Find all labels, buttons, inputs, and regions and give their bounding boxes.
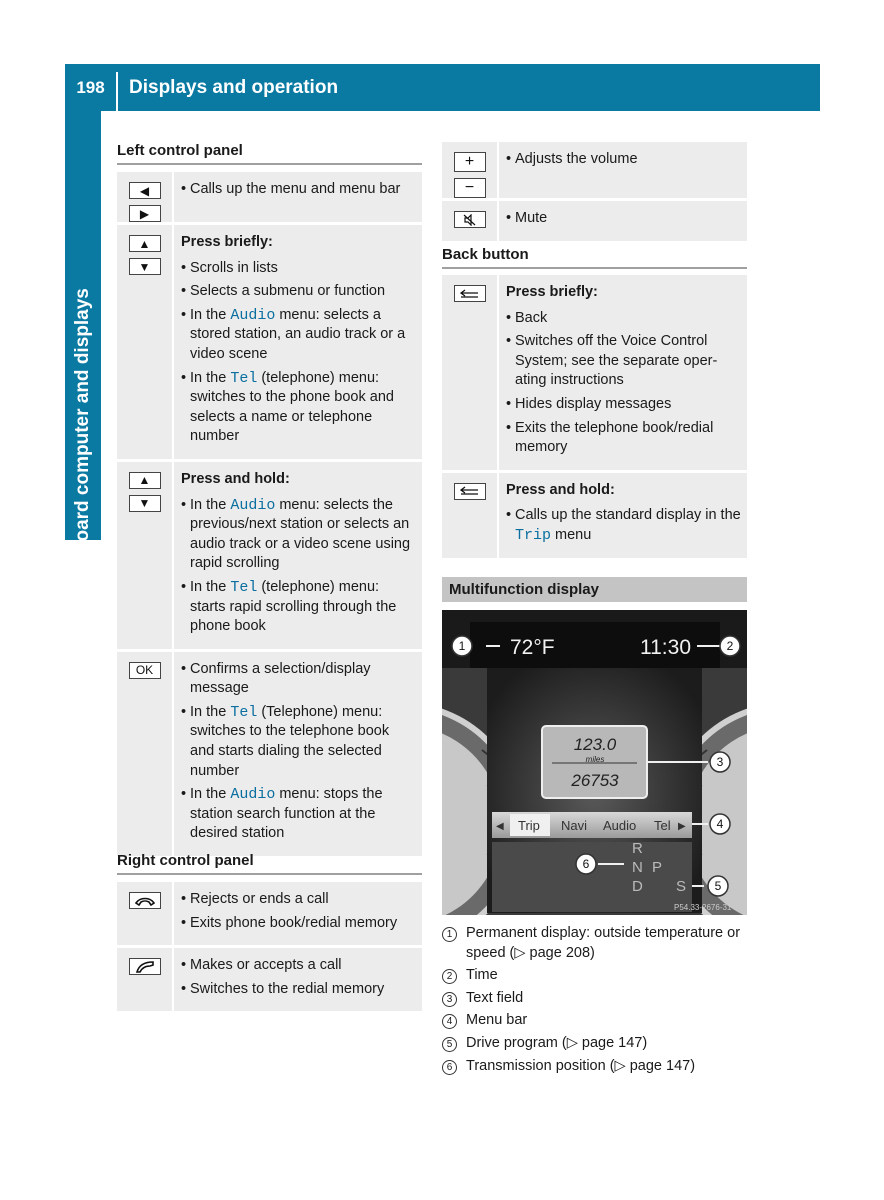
bullet-item bbox=[506, 150, 741, 170]
control-key-cell bbox=[117, 225, 174, 459]
legend-number-circle: 6 bbox=[442, 1060, 457, 1075]
legend-number-circle: 4 bbox=[442, 1014, 457, 1029]
text-run: Hides display messages bbox=[515, 395, 672, 412]
bullet-text bbox=[190, 956, 416, 976]
callout-3: 3 bbox=[716, 755, 724, 769]
gear-p: P bbox=[652, 859, 663, 876]
legend-item bbox=[442, 989, 752, 1009]
bullet-item bbox=[181, 369, 416, 447]
table-row bbox=[117, 882, 422, 948]
legend-number bbox=[442, 989, 466, 1009]
description-cell bbox=[174, 462, 422, 649]
gear-n: N bbox=[632, 859, 643, 876]
bullet-text bbox=[190, 914, 416, 934]
section-rule bbox=[442, 267, 747, 269]
bullet-text bbox=[190, 180, 416, 200]
legend-number bbox=[442, 1011, 466, 1031]
menu-right-arrow: ▶ bbox=[678, 821, 686, 832]
back-icon bbox=[454, 285, 486, 302]
bullet-item bbox=[181, 496, 416, 574]
legend-text: Transmission position (▷ page 147) bbox=[466, 1057, 696, 1074]
callout-6: 6 bbox=[582, 857, 590, 871]
bullet-text bbox=[515, 209, 741, 229]
text-run: In the bbox=[190, 306, 231, 323]
bullet-text bbox=[515, 332, 741, 391]
description-cell bbox=[174, 948, 422, 1011]
multifunction-display-heading-bar bbox=[442, 577, 747, 602]
bullet-text bbox=[515, 309, 741, 329]
bullet-dot: • bbox=[181, 980, 187, 997]
bullet-text bbox=[190, 369, 416, 447]
description-cell bbox=[499, 275, 747, 470]
text-run: Mute bbox=[515, 210, 548, 226]
bullet-item bbox=[181, 785, 416, 844]
legend-number-circle: 3 bbox=[442, 992, 457, 1007]
bullet-item bbox=[181, 980, 416, 1000]
bullet-dot: • bbox=[506, 333, 512, 350]
header-divider bbox=[116, 72, 118, 111]
bullet-item bbox=[506, 332, 741, 391]
page-number: 198 bbox=[76, 78, 105, 97]
bullet-item bbox=[506, 209, 741, 229]
figure-legend bbox=[442, 924, 752, 1079]
text-run: Calls up the standard display in the bbox=[515, 507, 741, 524]
description-cell bbox=[499, 473, 747, 558]
row-heading: Press and hold: bbox=[506, 481, 615, 498]
back-icon bbox=[454, 483, 486, 500]
bullet-dot: • bbox=[506, 151, 512, 167]
menu-name: Tel bbox=[230, 578, 258, 596]
gear-r: R bbox=[632, 840, 643, 857]
instrument-cluster-photo bbox=[442, 610, 747, 915]
bullet-text bbox=[515, 150, 741, 170]
text-run: menu: selects a stored station, an audio track or a video scene bbox=[190, 306, 406, 362]
text-run: menu: stops the station search function at the desired station bbox=[190, 786, 383, 842]
bullet-text bbox=[190, 282, 416, 302]
text-run: menu bbox=[551, 526, 592, 543]
text-run: Back bbox=[515, 309, 548, 326]
control-key-cell bbox=[117, 948, 174, 1011]
bullet-dot: • bbox=[181, 369, 187, 386]
volume-table bbox=[442, 142, 747, 244]
menu-name: Tel bbox=[230, 369, 258, 387]
table-row bbox=[117, 172, 422, 225]
bullet-text bbox=[190, 890, 416, 910]
control-key-cell bbox=[117, 882, 174, 945]
bullet-dot: • bbox=[506, 309, 512, 326]
menu-item-tel: Tel bbox=[654, 818, 671, 833]
table-row bbox=[442, 142, 747, 201]
text-run: Adjusts the volume bbox=[515, 151, 638, 167]
bullet-text bbox=[515, 395, 741, 415]
odometer-value: 26753 bbox=[571, 771, 619, 790]
table-row bbox=[117, 225, 422, 462]
text-run: (telephone) menu: starts rapid scrolling through the phone book bbox=[190, 578, 397, 635]
bullet-dot: • bbox=[181, 703, 187, 720]
bullet-dot: • bbox=[181, 914, 187, 931]
description-cell bbox=[174, 172, 422, 222]
text-run: In the bbox=[190, 578, 231, 595]
phone-icon bbox=[129, 958, 161, 975]
page-header bbox=[65, 64, 820, 111]
distance-unit: miles bbox=[585, 755, 605, 764]
legend-number bbox=[442, 924, 466, 963]
right-control-panel-heading: Right control panel bbox=[117, 852, 254, 869]
row-heading: Press and hold: bbox=[181, 470, 290, 487]
legend-text: Text field bbox=[466, 989, 524, 1006]
table-row bbox=[442, 473, 747, 561]
text-run: Rejects or ends a call bbox=[190, 891, 329, 907]
legend-number bbox=[442, 1034, 466, 1054]
text-run: menu: selects the previous/next station or selects an audio track or a video scene using rapid scrolling bbox=[190, 496, 411, 572]
description-cell bbox=[499, 142, 747, 198]
bullet-item bbox=[506, 309, 741, 329]
legend-item bbox=[442, 1057, 752, 1077]
left-control-table bbox=[117, 172, 422, 859]
bullet-dot: • bbox=[506, 395, 512, 412]
bullet-item bbox=[506, 506, 741, 545]
menu-name: Audio bbox=[230, 306, 276, 324]
mute-icon bbox=[454, 211, 486, 228]
bullet-dot: • bbox=[181, 306, 187, 323]
legend-text: Time bbox=[466, 967, 498, 984]
bullet-text bbox=[190, 496, 416, 574]
description-cell bbox=[174, 225, 422, 459]
section-rule bbox=[117, 163, 422, 165]
row-heading: Press briefly: bbox=[506, 284, 598, 300]
menu-item-audio: Audio bbox=[603, 818, 637, 833]
description-cell bbox=[174, 882, 422, 945]
callout-1: 1 bbox=[458, 639, 466, 653]
text-run: Selects a submenu or function bbox=[190, 283, 386, 300]
table-row bbox=[117, 462, 422, 652]
chapter-side-tab bbox=[65, 111, 101, 586]
legend-item bbox=[442, 966, 752, 986]
up-arrow-key-icon: ▲ bbox=[129, 235, 161, 252]
text-run: In the bbox=[190, 496, 231, 513]
callout-5: 5 bbox=[714, 879, 722, 893]
text-run: Exits phone book/redial memory bbox=[190, 914, 398, 931]
control-key-cell bbox=[442, 473, 499, 558]
multifunction-display-heading: Multifunction display bbox=[449, 581, 599, 598]
text-run: In the bbox=[190, 703, 231, 720]
text-run: (telephone) menu: switches to the phone book and selects a name or telephone number bbox=[190, 369, 394, 445]
control-key-cell bbox=[117, 462, 174, 649]
outside-temperature: 72°F bbox=[510, 636, 555, 659]
bullet-text bbox=[190, 785, 416, 844]
bullet-item bbox=[181, 578, 416, 637]
menu-left-arrow: ◀ bbox=[496, 821, 504, 832]
gear-d: D bbox=[632, 878, 643, 895]
text-run: In the bbox=[190, 786, 231, 803]
bullet-dot: • bbox=[506, 419, 512, 436]
bullet-text bbox=[515, 419, 741, 458]
control-key-cell bbox=[442, 275, 499, 470]
bullet-item bbox=[181, 660, 416, 699]
bullet-text bbox=[190, 980, 416, 1000]
bullet-dot: • bbox=[506, 507, 512, 524]
minus-key-icon: − bbox=[454, 178, 486, 198]
table-row bbox=[117, 948, 422, 1014]
legend-number-circle: 1 bbox=[442, 927, 457, 942]
legend-text: Permanent display: outside temperature or speed (▷ page 208) bbox=[466, 925, 741, 961]
up-arrow-key-icon: ▲ bbox=[129, 472, 161, 489]
cluster-illustration bbox=[442, 610, 747, 915]
callout-2: 2 bbox=[726, 639, 734, 653]
right-control-table bbox=[117, 882, 422, 1014]
text-run: Switches off the Voice Control System; see the separate operating instructions bbox=[515, 333, 718, 389]
control-key-cell bbox=[117, 172, 174, 222]
down-arrow-key-icon: ▼ bbox=[129, 258, 161, 275]
menu-item-navi: Navi bbox=[561, 818, 588, 833]
menu-name: Trip bbox=[515, 526, 552, 544]
bullet-text bbox=[190, 703, 416, 781]
text-run: Confirms a selection/display message bbox=[190, 660, 371, 697]
drive-program-s: S bbox=[676, 878, 687, 895]
clock-time: 11:30 bbox=[640, 636, 691, 659]
description-cell bbox=[174, 652, 422, 856]
text-run: Switches to the redial memory bbox=[190, 980, 385, 997]
legend-text: Drive program (▷ page 147) bbox=[466, 1034, 648, 1051]
chapter-title: On-board computer and displays bbox=[72, 288, 93, 586]
plus-key-icon: + bbox=[454, 152, 486, 172]
back-button-table bbox=[442, 275, 747, 561]
bullet-text bbox=[515, 506, 741, 545]
bullet-dot: • bbox=[181, 181, 187, 197]
bullet-item bbox=[181, 180, 416, 200]
bullet-item bbox=[506, 419, 741, 458]
control-key-cell bbox=[442, 201, 499, 241]
text-run: (Telephone) menu: switches to the telephone book and starts dialing the selected number bbox=[190, 703, 390, 779]
description-cell bbox=[499, 201, 747, 241]
table-row bbox=[442, 275, 747, 473]
row-heading: Press briefly: bbox=[181, 234, 273, 250]
text-run: Scrolls in lists bbox=[190, 259, 278, 276]
legend-item bbox=[442, 1034, 752, 1054]
left-arrow-key-icon: ◀ bbox=[129, 182, 161, 199]
bullet-item bbox=[181, 703, 416, 781]
bullet-dot: • bbox=[181, 283, 187, 300]
back-button-heading: Back button bbox=[442, 246, 529, 263]
table-row bbox=[117, 652, 422, 859]
bullet-text bbox=[190, 578, 416, 637]
trip-value: 123.0 bbox=[573, 735, 617, 754]
text-run: Makes or accepts a call bbox=[190, 957, 342, 974]
hangup-icon bbox=[129, 892, 161, 909]
legend-item bbox=[442, 924, 752, 963]
page-title: Displays and operation bbox=[129, 77, 339, 98]
legend-item bbox=[442, 1011, 752, 1031]
bullet-dot: • bbox=[181, 578, 187, 595]
control-key-cell bbox=[442, 142, 499, 198]
bullet-item bbox=[181, 890, 416, 910]
bullet-dot: • bbox=[181, 891, 187, 907]
figure-code: P54.33-2676-31 bbox=[674, 903, 732, 912]
bullet-item bbox=[181, 282, 416, 302]
ok-key-icon: OK bbox=[129, 662, 161, 679]
legend-number-circle: 5 bbox=[442, 1037, 457, 1052]
text-run: In the bbox=[190, 369, 231, 386]
down-arrow-key-icon: ▼ bbox=[129, 495, 161, 512]
right-arrow-key-icon: ▶ bbox=[129, 205, 161, 222]
left-control-panel-heading: Left control panel bbox=[117, 142, 243, 159]
table-row bbox=[442, 201, 747, 244]
legend-number bbox=[442, 1057, 466, 1077]
callout-4: 4 bbox=[716, 817, 724, 831]
bullet-text bbox=[190, 306, 416, 365]
section-rule bbox=[117, 873, 422, 875]
legend-number bbox=[442, 966, 466, 986]
menu-name: Audio bbox=[230, 786, 276, 804]
menu-item-trip: Trip bbox=[518, 818, 540, 833]
menu-name: Audio bbox=[230, 496, 276, 514]
legend-number-circle: 2 bbox=[442, 969, 457, 984]
bullet-dot: • bbox=[181, 786, 187, 803]
text-run: Calls up the menu and menu bar bbox=[190, 181, 401, 197]
bullet-item bbox=[181, 306, 416, 365]
bullet-dot: • bbox=[181, 660, 187, 677]
bullet-item bbox=[181, 914, 416, 934]
bullet-dot: • bbox=[181, 259, 187, 276]
bullet-dot: • bbox=[181, 496, 187, 513]
text-run: Exits the telephone book/redial memory bbox=[515, 419, 714, 456]
bullet-item bbox=[506, 395, 741, 415]
control-key-cell bbox=[117, 652, 174, 856]
bullet-text bbox=[190, 660, 416, 699]
bullet-dot: • bbox=[181, 957, 187, 974]
legend-text: Menu bar bbox=[466, 1012, 528, 1029]
menu-name: Tel bbox=[230, 703, 258, 721]
bullet-text bbox=[190, 259, 416, 279]
bullet-dot: • bbox=[506, 210, 512, 226]
bullet-item bbox=[181, 259, 416, 279]
bullet-item bbox=[181, 956, 416, 976]
